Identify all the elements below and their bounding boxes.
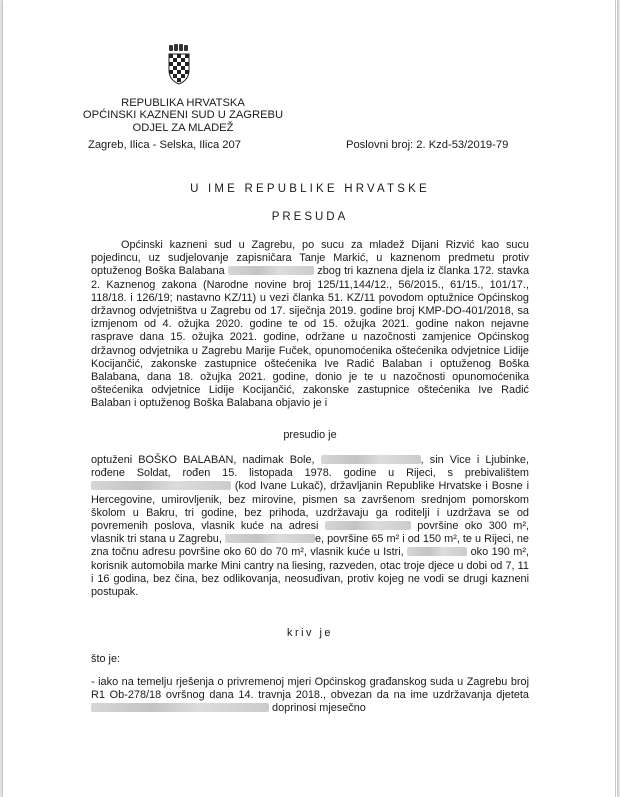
redacted-block (228, 266, 314, 275)
count-one-paragraph (91, 676, 529, 716)
count-one-text-b: doprinosi mjesečno (272, 702, 366, 715)
document-type: PRESUDA (271, 211, 349, 223)
intro-text-b: zbog tri kaznena djela iz članka 172. stavka 2. Kaznenog zakona (Narodne novine broj 125/11,144/12., 56/2015., 61/15., 101/17., 118/18. i 126/19; nastavno KZ/11) u vezi članka 51. KZ/11 povodom optužnice Općinskog državnog odvjetništva u Zagrebu od 17. siječnja 2019. godine broj KMP-DO-401/2018, sa izmjenom od 4. ožujka 2020. godine te od 15. ožujka 2021. godine nakon nejavne rasprave dana 15. ožujka 2021. godine, održane u nazočnosti zamjenice Općinskog državnog odvjetnika u Zagrebu Marije Fuček, opunomoćenika oštećenika odvjetnice Lidije Kocijančić, zakonske zastupnice oštećenika Ive Radić Balaban i optuženog Boška Balabana, dana 18. ožujka 2021. godine, donio je te u nazočnosti opunomoćenika oštećenika odvjetnice Lidije Kocijančić, zakonske zastupnice oštećenika Ive Radić Balaban i optuženog Boška Balabana objavio je i (91, 265, 530, 410)
accused-text-c: (kod Ivane Lukač), državljanin Republike Hrvatske i Bosne i Hercegovine, umirovljenik, bez mirovine, pismen sa završenom srednjom pomorskom školom u Bakru, tri godine, bez prihoda, uzdržavaju ga roditelji i uzdržava se od povremenih poslova, vlasnik kuće na adresi (91, 480, 529, 533)
intro-text-a: Općinski kazneni sud u Zagrebu, po sucu za mladež Dijani Rizvić kao sucu pojedincu, uz sudjelovanje zapisničara Tanje Markić, u kaznenom predmetu protiv optuženog Boška Balabana (91, 239, 529, 278)
guilty-heading: kriv je (287, 627, 333, 639)
accused-paragraph (91, 454, 529, 599)
accused-text-d: površine oko 300 m², vlasnik tri stana u Zagrebu, (91, 520, 529, 546)
redacted-block (225, 534, 315, 543)
redacted-block (325, 521, 411, 530)
redacted-block (407, 547, 467, 556)
verdict-heading: presudio je (283, 429, 337, 441)
croatian-coat-of-arms-icon (167, 44, 191, 85)
accused-text-a: optuženi BOŠKO BALABAN, nadimak Bole, (91, 454, 315, 466)
document-title: U IME REPUBLIKE HRVATSKE (190, 183, 430, 195)
intro-paragraph (91, 239, 529, 411)
header-department: ODJEL ZA MLADEŽ (132, 122, 234, 134)
redacted-block (91, 481, 231, 490)
case-number: Poslovni broj: 2. Kzd-53/2019-79 (346, 139, 509, 151)
header-country: REPUBLIKA HRVATSKA (121, 97, 245, 109)
what-heading: što je: (91, 653, 121, 665)
page-edge (615, 0, 616, 797)
accused-text-e: e, površine 65 m² i od 150 m², te u Rijeci, ne zna točnu adresu površine oko 60 do 70 m², vlasnik kuće u Istri, (91, 533, 529, 559)
accused-text-f: oko 190 m², korisnik automobila marke Mini cantry na liesing, razveden, otac troje djece u dobi od 7, 11 i 16 godina, bez čina, bez odlikovanja, neosuđivan, protiv kojeg ne vodi se drugi kazneni postupak. (91, 546, 529, 599)
document-page (3, 0, 617, 797)
header-court: OPĆINSKI KAZNENI SUD U ZAGREBU (82, 109, 284, 121)
redacted-block (321, 455, 421, 464)
accused-text-b: , sin Vice i Ljubinke, rođene Soldat, rođen 15. listopada 1978. godine u Rijeci, s prebivalištem (91, 454, 529, 480)
header-address: Zagreb, Ilica - Selska, Ilica 207 (88, 139, 241, 151)
redacted-block (91, 703, 269, 712)
count-one-text-a: - iako na temelju rješenja o privremenoj mjeri Općinskog građanskog suda u Zagrebu broj R1 Ob-278/18 ovršnog dana 14. travnja 2018., obvezan da na ime uzdržavanja djeteta (91, 676, 529, 702)
